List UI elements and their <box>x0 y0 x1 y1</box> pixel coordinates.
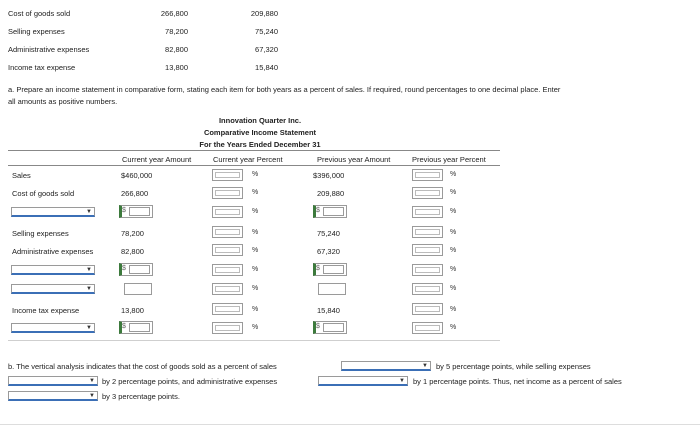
row3-previous-amount-input[interactable]: $ <box>313 205 347 218</box>
col-previous-percent: Previous year Percent <box>412 155 486 164</box>
row6-previous-percent-input[interactable] <box>412 264 443 276</box>
percent-sign: % <box>252 229 259 236</box>
percent-sign: % <box>450 171 457 178</box>
given-previous: 67,320 <box>255 45 278 54</box>
given-current: 78,200 <box>165 27 188 36</box>
percent-sign: % <box>450 324 457 331</box>
row-label-cogs: Cost of goods sold <box>12 189 75 198</box>
selling-previous-percent-input[interactable] <box>412 226 443 238</box>
part-b-text-5: by 3 percentage points. <box>102 392 180 401</box>
cogs-previous-amount: 209,880 <box>317 189 345 198</box>
total-expenses-label-dropdown[interactable] <box>11 265 95 275</box>
percent-sign: % <box>450 266 457 273</box>
row-label-admin: Administrative expenses <box>12 247 94 256</box>
net-income-label-dropdown[interactable] <box>11 323 95 333</box>
selling-trend-dropdown[interactable] <box>8 376 98 386</box>
cogs-current-amount: 266,800 <box>121 189 149 198</box>
chevron-down-icon: ▼ <box>399 378 405 384</box>
percent-sign: % <box>450 285 457 292</box>
percent-sign: % <box>450 189 457 196</box>
selling-current-amount: 78,200 <box>121 229 144 238</box>
given-label: Selling expenses <box>8 27 65 36</box>
col-previous-amount: Previous year Amount <box>317 155 391 164</box>
income-tax-current-amount: 13,800 <box>121 306 144 315</box>
percent-sign: % <box>450 229 457 236</box>
row9-previous-amount-input[interactable]: $ <box>313 321 347 334</box>
percent-sign: % <box>252 171 259 178</box>
given-label: Income tax expense <box>8 63 76 72</box>
percent-sign: % <box>252 285 259 292</box>
row6-current-percent-input[interactable] <box>212 264 243 276</box>
chevron-down-icon: ▼ <box>86 325 92 331</box>
heading-divider <box>8 150 500 151</box>
given-current: 82,800 <box>165 45 188 54</box>
instruction-text: a. Prepare an income statement in comparative form, stating each item for both years as a percent of sales. If required, round percentages to one decimal place. Enter <box>8 85 561 94</box>
sales-current-amount: $460,000 <box>121 171 153 180</box>
row9-previous-percent-input[interactable] <box>412 322 443 334</box>
percent-sign: % <box>252 208 259 215</box>
given-previous: 209,880 <box>250 9 278 18</box>
income-tax-previous-amount: 15,840 <box>317 306 340 315</box>
part-b-text-3: by 2 percentage points, and administrative expenses <box>102 377 278 386</box>
admin-current-amount: 82,800 <box>121 247 144 256</box>
income-tax-previous-percent-input[interactable] <box>412 303 443 315</box>
row7-current-percent-input[interactable] <box>212 283 243 295</box>
income-tax-current-percent-input[interactable] <box>212 303 243 315</box>
selling-current-percent-input[interactable] <box>212 226 243 238</box>
statement-period: For the Years Ended December 31 <box>199 140 321 149</box>
row9-current-amount-input[interactable]: $ <box>119 321 153 334</box>
given-current: 13,800 <box>165 63 188 72</box>
percent-sign: % <box>450 247 457 254</box>
row-label-sales: Sales <box>12 171 31 180</box>
header-divider <box>8 165 500 166</box>
percent-sign: % <box>252 247 259 254</box>
chevron-down-icon: ▼ <box>86 286 92 292</box>
sales-previous-amount: $396,000 <box>313 171 345 180</box>
part-b-text-1: b. The vertical analysis indicates that the cost of goods sold as a percent of sales <box>8 362 277 371</box>
chevron-down-icon: ▼ <box>86 209 92 215</box>
given-previous: 75,240 <box>255 27 278 36</box>
chevron-down-icon: ▼ <box>89 393 95 399</box>
statement-title: Comparative Income Statement <box>203 128 317 137</box>
chevron-down-icon: ▼ <box>86 267 92 273</box>
row6-previous-amount-input[interactable]: $ <box>313 263 347 276</box>
row9-current-percent-input[interactable] <box>212 322 243 334</box>
percent-sign: % <box>252 324 259 331</box>
admin-previous-amount: 67,320 <box>317 247 340 256</box>
admin-trend-dropdown[interactable] <box>318 376 408 386</box>
instruction-text-2: all amounts as positive numbers. <box>8 97 118 106</box>
sales-previous-percent-input[interactable] <box>412 169 443 181</box>
row-label-income-tax: Income tax expense <box>12 306 80 315</box>
col-current-amount: Current year Amount <box>122 155 192 164</box>
table-bottom-divider <box>8 340 500 341</box>
net-income-trend-dropdown[interactable] <box>8 391 98 401</box>
admin-current-percent-input[interactable] <box>212 244 243 256</box>
cogs-current-percent-input[interactable] <box>212 187 243 199</box>
row3-current-percent-input[interactable] <box>212 206 243 218</box>
selling-previous-amount: 75,240 <box>317 229 340 238</box>
sales-current-percent-input[interactable] <box>212 169 243 181</box>
given-label: Administrative expenses <box>8 45 90 54</box>
given-previous: 15,840 <box>255 63 278 72</box>
page-bottom-rule <box>0 424 700 425</box>
part-b-text-2: by 5 percentage points, while selling expenses <box>436 362 591 371</box>
cogs-previous-percent-input[interactable] <box>412 187 443 199</box>
row7-previous-percent-input[interactable] <box>412 283 443 295</box>
given-label: Cost of goods sold <box>8 9 71 18</box>
cogs-trend-dropdown[interactable] <box>341 361 431 371</box>
chevron-down-icon: ▼ <box>89 378 95 384</box>
row-label-selling: Selling expenses <box>12 229 69 238</box>
percent-sign: % <box>252 189 259 196</box>
company-name: Innovation Quarter Inc. <box>218 116 302 125</box>
given-current: 266,800 <box>160 9 188 18</box>
percent-sign: % <box>252 266 259 273</box>
part-b-text-4: by 1 percentage points. Thus, net income as a percent of sales <box>413 377 622 386</box>
col-current-percent: Current year Percent <box>213 155 283 164</box>
percent-sign: % <box>252 306 259 313</box>
gross-profit-label-dropdown[interactable] <box>11 207 95 217</box>
row6-current-amount-input[interactable]: $ <box>119 263 153 276</box>
percent-sign: % <box>450 306 457 313</box>
row3-current-amount-input[interactable]: $ <box>119 205 153 218</box>
admin-previous-percent-input[interactable] <box>412 244 443 256</box>
row7-current-amount-input[interactable] <box>124 283 152 295</box>
row3-previous-percent-input[interactable] <box>412 206 443 218</box>
row7-previous-amount-input[interactable] <box>318 283 346 295</box>
operating-income-label-dropdown[interactable] <box>11 284 95 294</box>
percent-sign: % <box>450 208 457 215</box>
chevron-down-icon: ▼ <box>422 363 428 369</box>
